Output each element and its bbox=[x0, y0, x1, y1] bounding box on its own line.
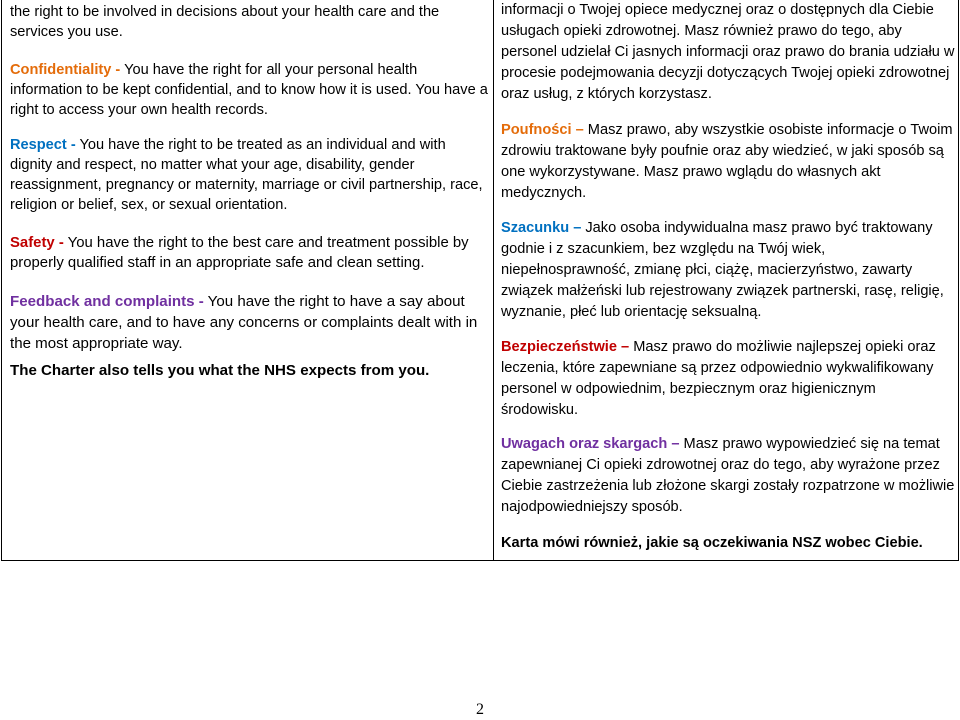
confidentiality-heading: Confidentiality - bbox=[10, 62, 121, 78]
poufnosci-heading: Poufności bbox=[501, 122, 572, 138]
polish-confidentiality bbox=[501, 120, 956, 204]
page-number: 2 bbox=[476, 701, 484, 718]
safety-heading: Safety - bbox=[10, 235, 64, 251]
szacunku-text: Jako osoba indywidualna masz prawo być traktowany godnie i z szacunkiem, bez względu na Twój wiek, niepełnosprawność, zmianę płci, ciążę, macierzyństwo, zawarty związek małżeński lub rejestrowany związek partnerski, rasę, religię, wyznanie, płeć lub orientację seksualną. bbox=[501, 220, 944, 320]
polish-intro: informacji o Twojej opiece medycznej oraz o dostępnych dla Ciebie usługach opieki zdrowotnej. Masz również prawo do tego, aby personel udzielał Ci jasnych informacji oraz prawo do brania udziału w procesie podejmowania decyzji dotyczących Twojej opieki zdrowotnej oraz usług, z których korzystasz. bbox=[501, 2, 955, 102]
respect-heading: Respect - bbox=[10, 137, 76, 153]
bezpieczenstwie-text: Masz prawo do możliwie najlepszej opieki oraz leczenia, które zapewniane są przez odpowiednio wykwalifikowany personel w odpowiednim, bezpiecznym oraz higienicznym środowisku. bbox=[501, 339, 936, 418]
polish-closing: Karta mówi również, jakie są oczekiwania NSZ wobec Ciebie. bbox=[501, 535, 923, 551]
polish-respect bbox=[501, 218, 956, 323]
english-closing: The Charter also tells you what the NHS expects from you. bbox=[10, 362, 430, 379]
uwagach-text: Masz prawo wypowiedzieć się na temat zapewnianej Ci opieki zdrowotnej oraz do tego, aby wyrażone przez Ciebie zastrzeżenia lub złożone skargi zostały rozpatrzone w możliwie najodpowiedniejszy sposób. bbox=[501, 436, 955, 515]
bezpieczenstwie-heading: Bezpieczeństwie bbox=[501, 339, 617, 355]
feedback-heading: Feedback and complaints - bbox=[10, 293, 204, 310]
safety-text: You have the right to the best care and treatment possible by properly qualified staff in an appropriate safe and clean setting. bbox=[10, 235, 469, 271]
szacunku-heading: Szacunku bbox=[501, 220, 570, 236]
respect-text: You have the right to be treated as an individual and with dignity and respect, no matter what your age, disability, gender reassignment, pregnancy or maternity, marriage or civil partnership, race, religion or belief, sex, or sexual orientation. bbox=[10, 137, 483, 213]
english-respect bbox=[10, 135, 488, 215]
uwagach-heading: Uwagach oraz skargach bbox=[501, 436, 668, 452]
bezpieczenstwie-dash: – bbox=[621, 339, 630, 355]
english-safety bbox=[10, 233, 488, 273]
poufnosci-text: Masz prawo, aby wszystkie osobiste informacje o Twoim zdrowiu traktowane były poufnie oraz aby wiedzieć, w jaki sposób są one wykorzystywane. Masz prawo wglądu do własnych akt medycznych. bbox=[501, 122, 953, 201]
uwagach-dash: – bbox=[671, 436, 680, 452]
feedback-text: You have the right to have a say about your health care, and to have any concerns or complaints dealt with in the most appropriate way. bbox=[10, 293, 478, 352]
szacunku-dash: – bbox=[573, 220, 582, 236]
english-feedback bbox=[10, 291, 488, 354]
english-intro: the right to be involved in decisions about your health care and the services you use. bbox=[10, 4, 440, 40]
poufnosci-dash: – bbox=[575, 122, 584, 138]
polish-feedback bbox=[501, 434, 956, 518]
column-divider bbox=[493, 0, 494, 561]
bilingual-table bbox=[1, 0, 959, 561]
english-confidentiality bbox=[10, 60, 488, 120]
polish-safety bbox=[501, 337, 956, 421]
confidentiality-text: You have the right for all your personal health information to be kept confidential, and to know how it is used. You have a right to access your own health records. bbox=[10, 62, 488, 118]
